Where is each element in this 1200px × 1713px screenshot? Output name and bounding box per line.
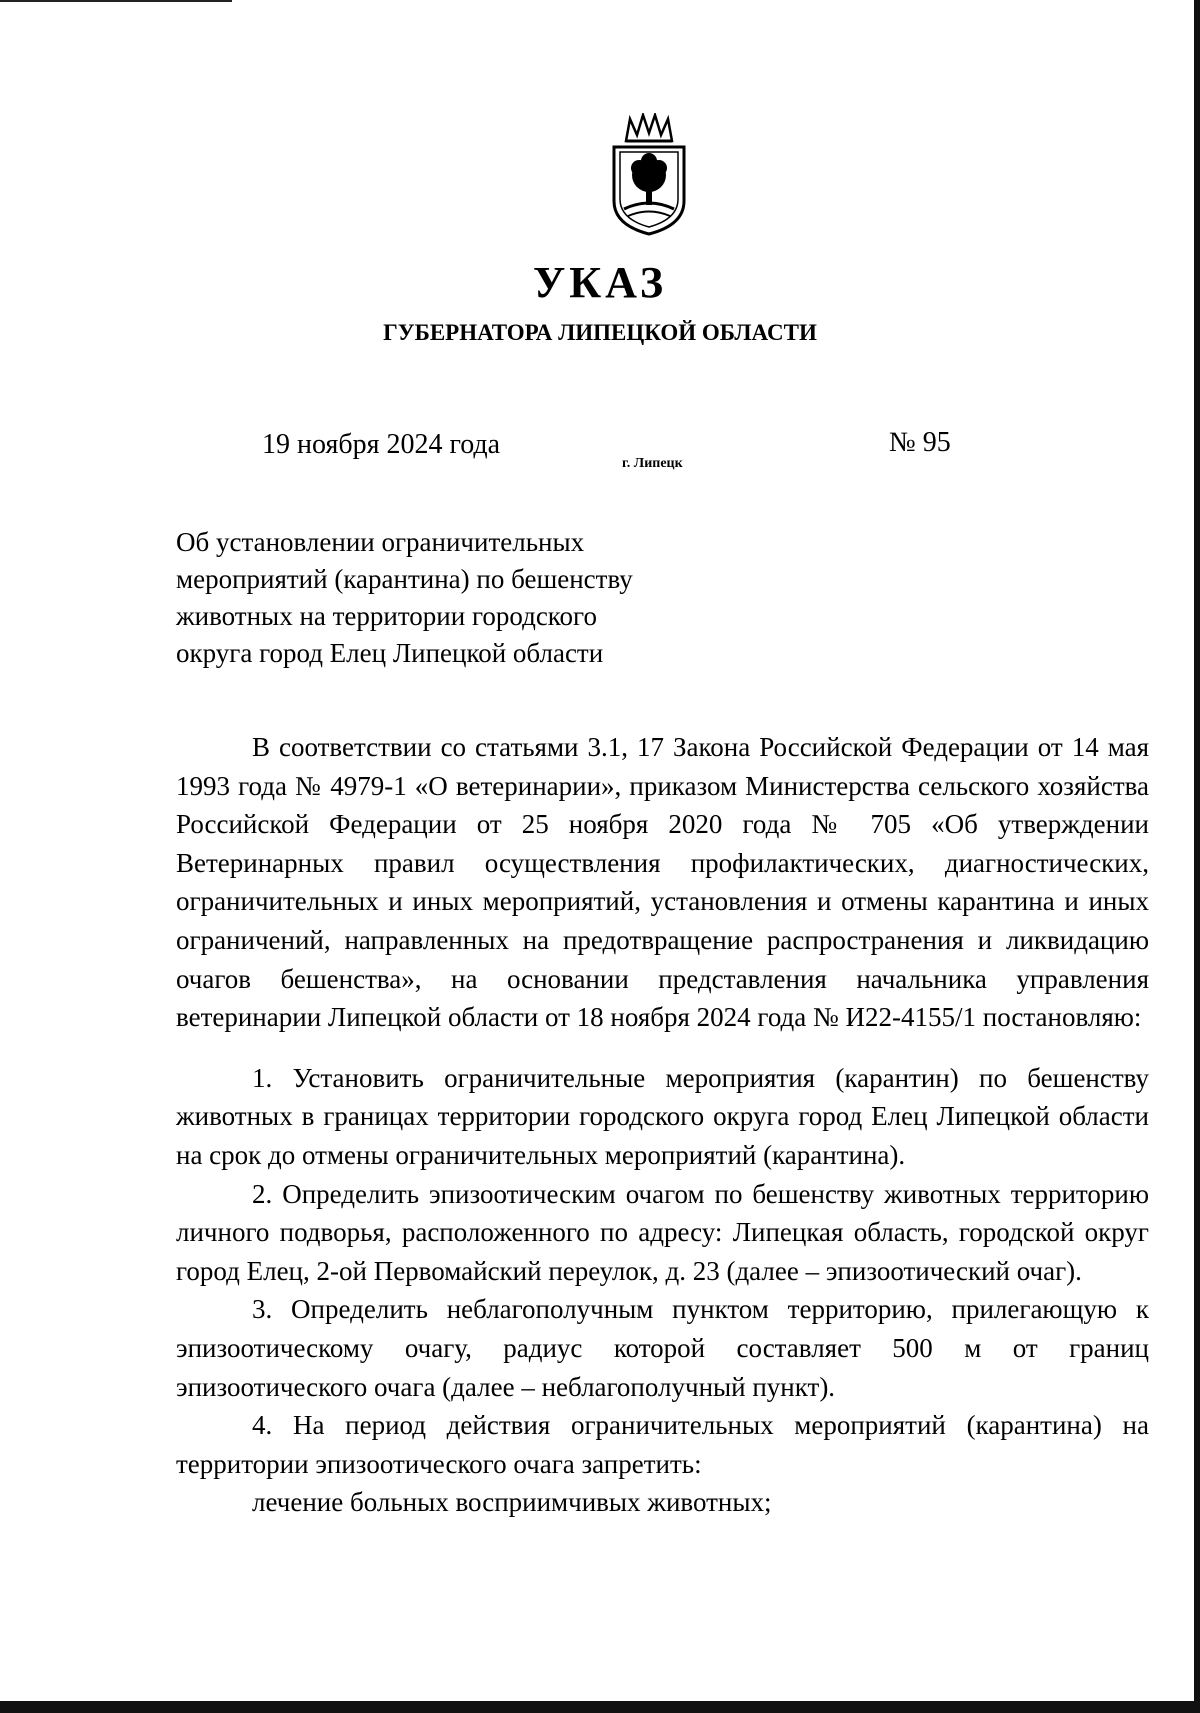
clause-4: 4. На период действия ограничительных мероприятий (карантина) на территории эпизоотического очага запретить: <box>176 1410 1149 1479</box>
subject-line: Об установлении ограничительных <box>176 527 585 557</box>
decree-issuer: ГУБЕРНАТОРА ЛИПЕЦКОЙ ОБЛАСТИ <box>383 320 817 345</box>
scan-right-edge <box>1194 0 1200 1713</box>
clause-3: 3. Определить неблагополучным пунктом территорию, прилегающую к эпизоотическому очагу, радиус которой составляет 500 м от границ эпизоотического очага (далее – неблагополучный пункт). <box>176 1294 1149 1402</box>
clause-1: 1. Установить ограничительные мероприятия (карантин) по бешенству животных в границах территории городского округа город Елец Липецкой области на срок до отмены ограничительных мероприятий (карантина). <box>176 1062 1149 1170</box>
clause-2: 2. Определить эпизоотическим очагом по бешенству животных территорию личного подворья, расположенного по адресу: Липецкая область, городской округ город Елец, 2-ой Первомайский переулок, д. 23 (далее – эпизоотический очаг). <box>176 1178 1149 1286</box>
scan-top-line <box>0 0 232 2</box>
document-subject <box>176 524 696 672</box>
scan-bottom-edge <box>0 1701 1200 1713</box>
subject-line: округа город Елец Липецкой области <box>176 638 604 668</box>
document-date: 19 ноября 2024 года <box>262 429 501 460</box>
document-number: № 95 <box>889 427 951 458</box>
document-body <box>176 728 1149 1522</box>
subject-line: мероприятий (карантина) по бешенству <box>176 564 633 594</box>
document-city: г. Липецк <box>622 456 683 471</box>
subject-line: животных на территории городского <box>176 601 597 631</box>
decree-title: УКАЗ <box>532 258 668 307</box>
clause-4-subitem: лечение больных восприимчивых животных; <box>252 1487 772 1518</box>
coat-of-arms-icon <box>604 113 694 237</box>
preamble-paragraph: В соответствии со статьями 3.1, 17 Закона Российской Федерации от 14 мая 1993 года № 4979-1 «О ветеринарии», приказом Министерства сельского хозяйства Российской Федерации от 25 ноября 2020 года № 705 «Об утверждении Ветеринарных правил осуществления профилактических, диагностических, ограничительных и иных мероприятий, установления и отмены карантина и иных ограничений, направленных на предотвращение распространения и ликвидацию очагов бешенства», на основании представления начальника управления ветеринарии Липецкой области от 18 ноября 2024 года № И22-4155/1 постановляю: <box>176 732 1149 1033</box>
